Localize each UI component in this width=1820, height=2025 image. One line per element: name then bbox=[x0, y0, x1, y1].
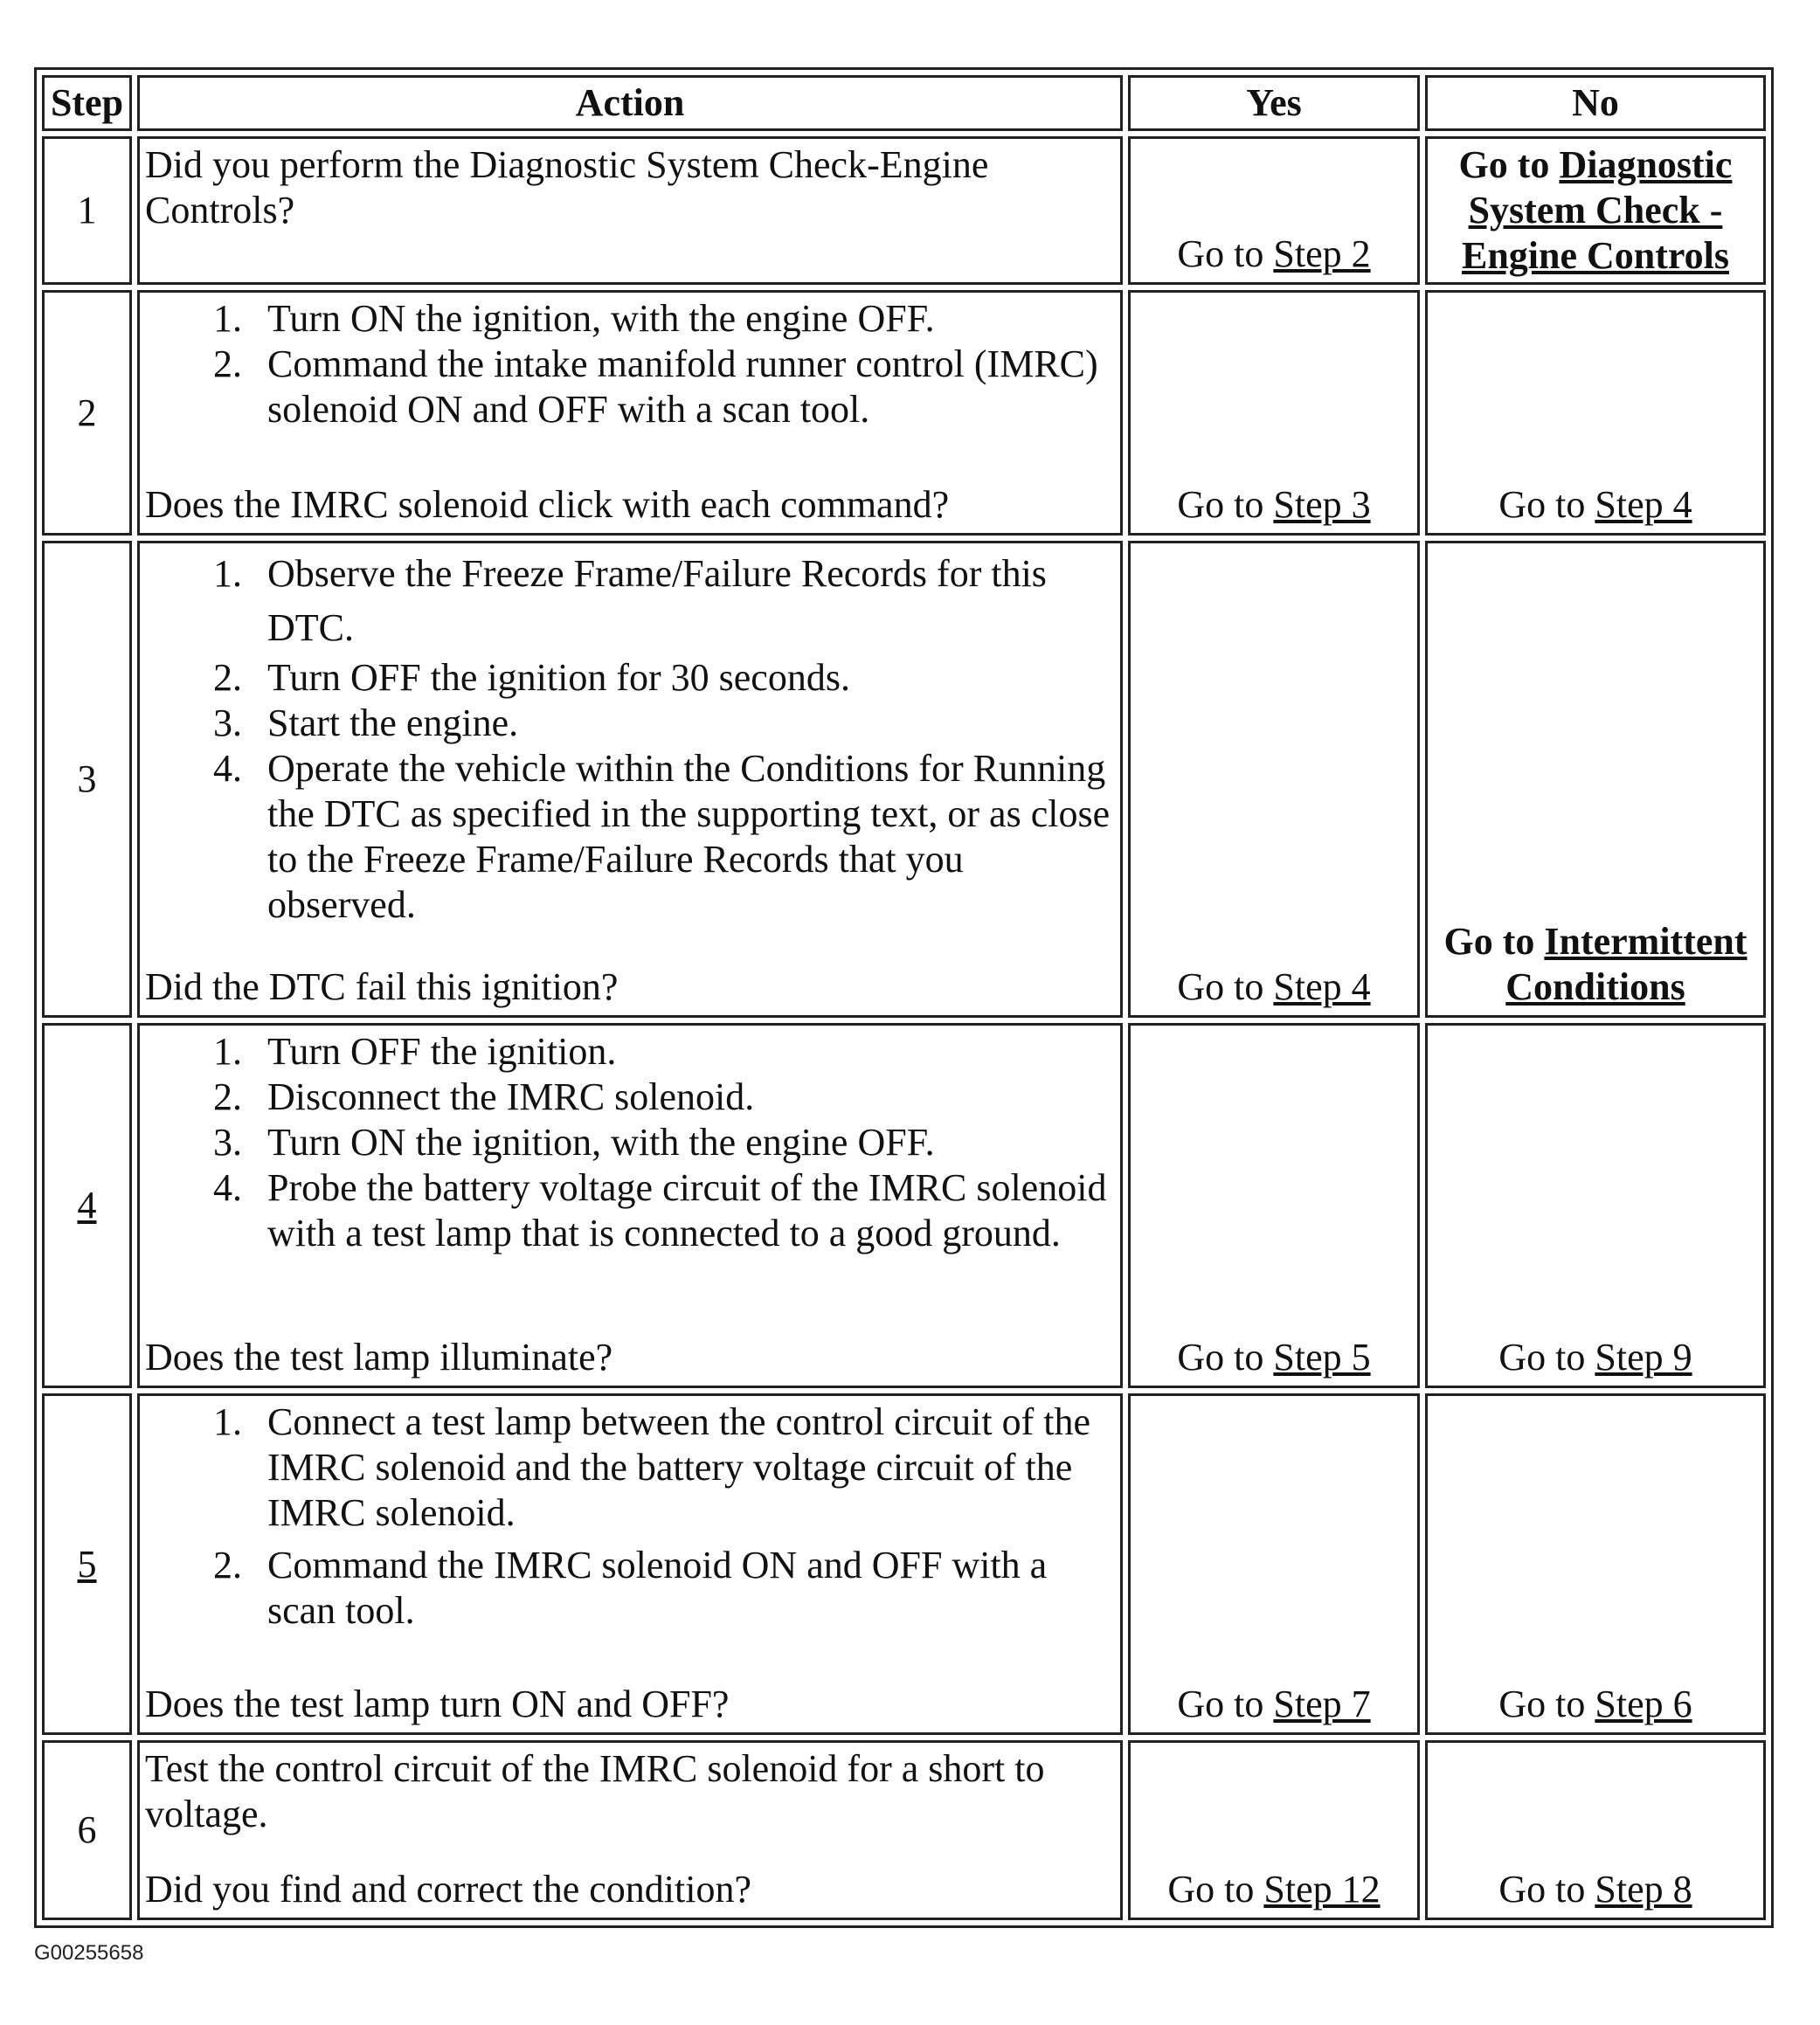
step-number-link[interactable]: 5 bbox=[77, 1542, 97, 1586]
no-link[interactable]: Step 6 bbox=[1595, 1683, 1692, 1725]
yes-link[interactable]: Step 5 bbox=[1273, 1336, 1371, 1379]
no-link[interactable]: Step 4 bbox=[1595, 483, 1692, 526]
yes-prefix: Go to bbox=[1177, 483, 1274, 526]
action-cell bbox=[137, 541, 1123, 1018]
yes-prefix: Go to bbox=[1177, 1336, 1274, 1379]
no-link[interactable]: Step 8 bbox=[1595, 1868, 1692, 1911]
header-action: Action bbox=[137, 75, 1123, 131]
figure-code: G00255658 bbox=[34, 1941, 144, 1965]
no-link[interactable]: Diagnostic System Check - Engine Controls bbox=[1461, 143, 1733, 277]
step-number-link[interactable]: 4 bbox=[77, 1184, 97, 1227]
yes-cell bbox=[1128, 1393, 1420, 1735]
yes-cell bbox=[1128, 136, 1420, 285]
action-step: 2. Command the IMRC solenoid ON and OFF with a scan tool. bbox=[252, 1543, 1115, 1634]
no-link[interactable]: Intermittent Conditions bbox=[1505, 920, 1747, 1008]
yes-prefix: Go to bbox=[1167, 1868, 1264, 1911]
yes-link[interactable]: Step 3 bbox=[1273, 483, 1371, 526]
action-step: 4. Probe the battery voltage circuit of the IMRC solenoid with a test lamp that is connected to a good ground. bbox=[252, 1165, 1115, 1256]
header-no: No bbox=[1425, 75, 1766, 131]
action-question: Did the DTC fail this ignition? bbox=[145, 965, 619, 1008]
step-number bbox=[42, 1023, 132, 1388]
yes-prefix: Go to bbox=[1177, 965, 1274, 1008]
action-step: 2. Turn OFF the ignition for 30 seconds. bbox=[252, 655, 1115, 701]
no-cell bbox=[1425, 1740, 1766, 1920]
yes-link[interactable]: Step 7 bbox=[1273, 1683, 1371, 1725]
action-step: 4. Operate the vehicle within the Conditions for Running the DTC as specified in the supporting text, or as close to the Freeze Frame/Failure Records that you observed. bbox=[252, 746, 1115, 928]
action-step: 1. Turn ON the ignition, with the engine OFF. bbox=[252, 296, 1115, 342]
action-cell bbox=[137, 1740, 1123, 1920]
yes-link[interactable]: Step 4 bbox=[1273, 965, 1371, 1008]
action-step: 1. Observe the Freeze Frame/Failure Records for this DTC. bbox=[252, 547, 1115, 655]
no-prefix: Go to bbox=[1498, 1336, 1595, 1379]
header-yes: Yes bbox=[1128, 75, 1420, 131]
action-step: 3. Turn ON the ignition, with the engine OFF. bbox=[252, 1120, 1115, 1165]
action-question: Does the test lamp illuminate? bbox=[145, 1336, 613, 1379]
action-step: 1. Connect a test lamp between the control circuit of the IMRC solenoid and the battery voltage circuit of the IMRC solenoid. bbox=[252, 1400, 1115, 1536]
yes-link[interactable]: Step 2 bbox=[1273, 232, 1371, 275]
step-number: 6 bbox=[42, 1740, 132, 1920]
yes-prefix: Go to bbox=[1177, 1683, 1274, 1725]
step-number bbox=[42, 1393, 132, 1735]
yes-cell bbox=[1128, 541, 1420, 1018]
no-cell bbox=[1425, 541, 1766, 1018]
action-cell bbox=[137, 136, 1123, 285]
no-prefix: Go to bbox=[1498, 483, 1595, 526]
step-number: 3 bbox=[42, 541, 132, 1018]
action-question: Did you find and correct the condition? bbox=[145, 1868, 752, 1911]
action-question: Does the test lamp turn ON and OFF? bbox=[145, 1683, 730, 1725]
action-cell bbox=[137, 1393, 1123, 1735]
yes-cell bbox=[1128, 290, 1420, 536]
step-number: 1 bbox=[42, 136, 132, 285]
action-step: 2. Command the intake manifold runner control (IMRC) solenoid ON and OFF with a scan tool. bbox=[252, 342, 1115, 432]
action-text: Did you perform the Diagnostic System Check-Engine Controls? bbox=[145, 143, 989, 232]
no-prefix: Go to bbox=[1458, 143, 1560, 186]
action-cell bbox=[137, 290, 1123, 536]
no-cell bbox=[1425, 1023, 1766, 1388]
no-link[interactable]: Step 9 bbox=[1595, 1336, 1692, 1379]
action-step: 2. Disconnect the IMRC solenoid. bbox=[252, 1075, 1115, 1120]
step-number: 2 bbox=[42, 290, 132, 536]
no-cell bbox=[1425, 136, 1766, 285]
no-cell bbox=[1425, 1393, 1766, 1735]
action-step: 3. Start the engine. bbox=[252, 701, 1115, 746]
no-cell bbox=[1425, 290, 1766, 536]
yes-cell bbox=[1128, 1023, 1420, 1388]
action-question: Does the IMRC solenoid click with each command? bbox=[145, 483, 950, 526]
action-text: Test the control circuit of the IMRC solenoid for a short to voltage. bbox=[145, 1747, 1045, 1835]
no-prefix: Go to bbox=[1498, 1868, 1595, 1911]
header-step: Step bbox=[42, 75, 132, 131]
yes-cell bbox=[1128, 1740, 1420, 1920]
diagnostic-table bbox=[34, 67, 1774, 1928]
yes-prefix: Go to bbox=[1177, 232, 1274, 275]
no-prefix: Go to bbox=[1443, 920, 1545, 963]
no-prefix: Go to bbox=[1498, 1683, 1595, 1725]
yes-link[interactable]: Step 12 bbox=[1263, 1868, 1381, 1911]
action-step: 1. Turn OFF the ignition. bbox=[252, 1029, 1115, 1075]
action-cell bbox=[137, 1023, 1123, 1388]
